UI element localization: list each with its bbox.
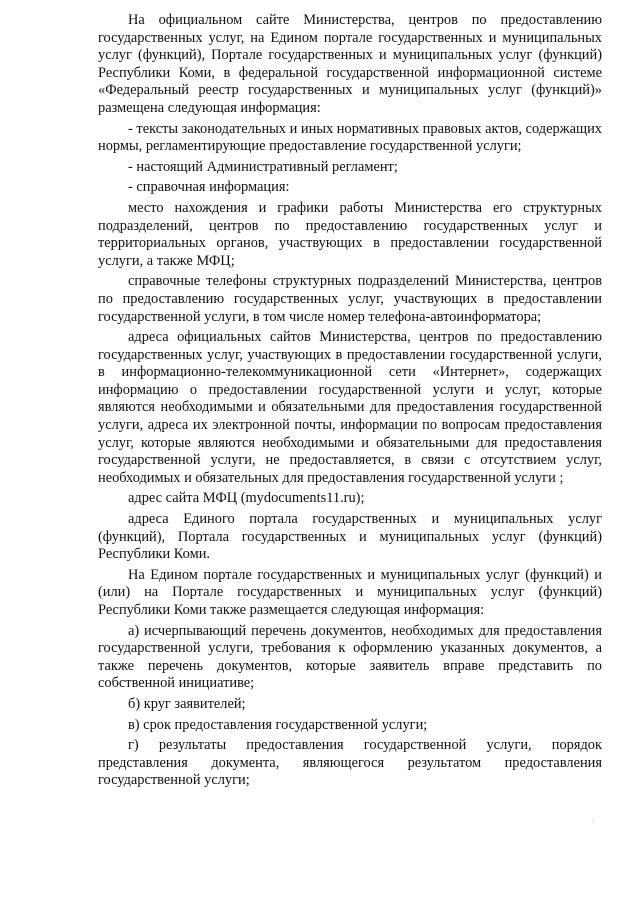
paragraph-item-a: а) исчерпывающий перечень документов, необходимых для предоставления государственной услуги, требования к оформлению указанных документов, а также перечень документов, которые заявитель вправе представить по собственной инициативе; [98,622,602,692]
paragraph-locations: место нахождения и графики работы Министерства его структурных подразделений, центров по предоставлению государственных услуг и территориальных органов, участвующих в предоставлении государственной услуги, а также МФЦ; [98,199,602,269]
paragraph-portal-info: На Едином портале государственных и муниципальных услуг (функций) и (или) на Портале государственных и муниципальных услуг (функций) Республики Коми также размещается следующая информация: [98,566,602,618]
paragraph-reference-info: - справочная информация: [128,179,290,196]
scan-speck [592,820,593,821]
paragraph-legal-acts: - тексты законодательных и иных нормативных правовых актов, содержащих нормы, регламентирующие предоставление государственной услуги; [98,120,602,155]
paragraph-regulation: - настоящий Административный регламент; [128,158,398,175]
paragraph-item-v: в) срок предоставления государственной услуги; [128,716,428,733]
paragraph-item-b: б) круг заявителей; [128,695,246,712]
paragraph-item-g: г) результаты предоставления государственной услуги, порядок представления документа, являющегося результатом предоставления государственной услуги; [98,737,602,789]
document-page [98,12,602,790]
paragraph-intro: На официальном сайте Министерства, центров по предоставлению государственных услуг, на Едином портале государственных и муниципальных услуг (функций), Портале государственных и муниципальных услуг (функций) Республики Коми, в федеральной государственной информационной системе «Федеральный реестр государственных и муниципальных услуг (функций)» размещена следующая информация: [98,12,602,116]
paragraph-phones: справочные телефоны структурных подразделений Министерства, центров по предоставлению государственных услуг, участвующих в предоставлении государственной услуги, в том числе номер телефона-автоинформатора; [98,273,602,325]
paragraph-websites: адреса официальных сайтов Министерства, центров по предоставлению государственных услуг, участвующих в предоставлении государственной услуги, в информационно-телекоммуникационной сети «Интернет», содержащих информацию о предоставлении государственной услуги и услуг, которые являются необходимыми и обязательными для предоставления государственной услуги, адреса их электронной почты, информации по вопросам предоставления услуг, которые являются необходимыми и обязательными для предоставления государственной услуги, не предоставляется, в связи с отсутствием услуг, необходимых и обязательных для предоставления государственной услуги ; [98,329,602,486]
paragraph-mfc-site: адрес сайта МФЦ (mydocuments11.ru); [128,490,365,507]
paragraph-portal-addresses: адреса Единого портала государственных и муниципальных услуг (функций), Портала государственных и муниципальных услуг (функций) Республики Коми. [98,511,602,563]
